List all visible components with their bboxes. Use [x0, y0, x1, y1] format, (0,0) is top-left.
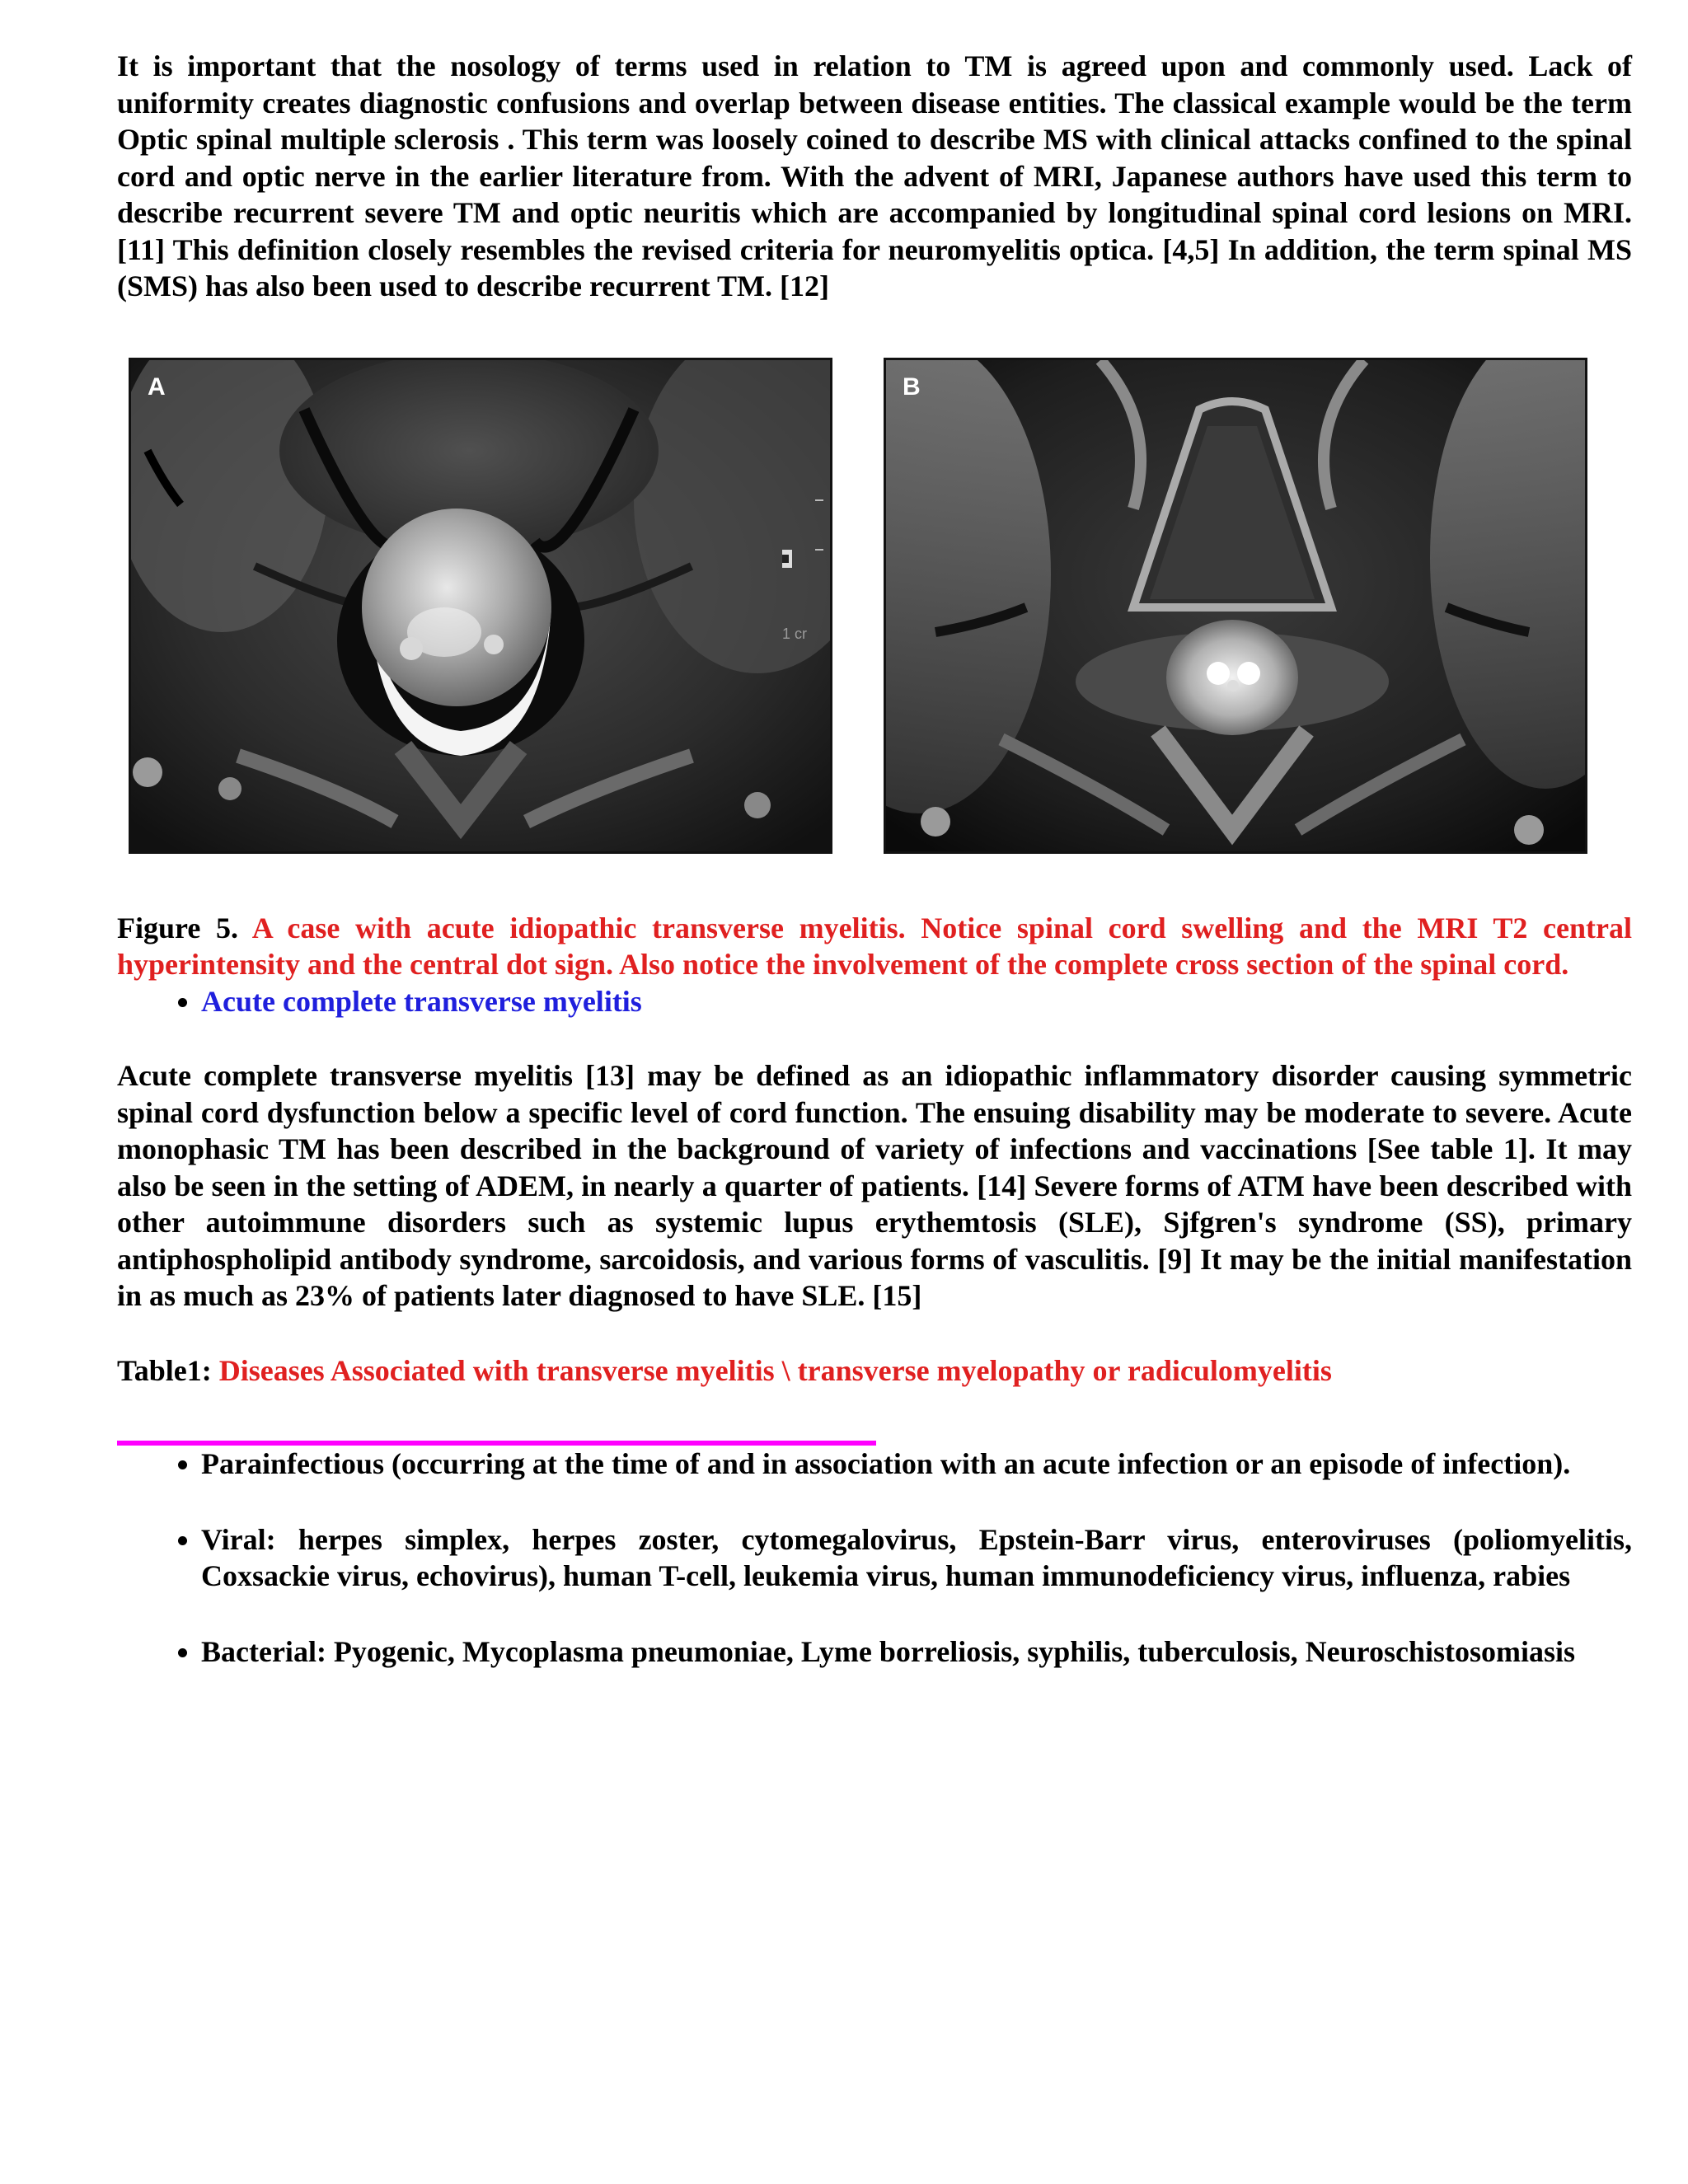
panel-label-a: A	[148, 373, 166, 401]
mri-axial-scan-b	[886, 360, 1585, 851]
section-heading-list	[117, 983, 1632, 1020]
figure-5-images	[117, 358, 1632, 857]
figure-caption-text: A case with acute idiopathic transverse myelitis. Notice spinal cord swelling and the MRI T2 central hyperintensity and the central dot sign. Also notice the involvement of the complete cross section of the spinal cord.	[117, 911, 1632, 981]
list-item: • Viral: herpes simplex, herpes zoster, cytomegalovirus, Epstein-Barr virus, enteroviruses (poliomyelitis, Coxsackie virus, echovirus), human T-cell, leukemia virus, human immunodeficiency virus, influenza, rabies	[201, 1521, 1632, 1595]
table-title-text: Diseases Associated with transverse myelitis \ transverse myelopathy or radiculomyelitis	[218, 1353, 1332, 1387]
list-item: • Bacterial: Pyogenic, Mycoplasma pneumoniae, Lyme borreliosis, syphilis, tuberculosis, Neuroschistosomiasis	[201, 1633, 1632, 1671]
table-title	[117, 1352, 1632, 1390]
mri-image-a	[129, 358, 832, 854]
mri-axial-scan-a	[131, 360, 830, 851]
mri-image-b	[884, 358, 1587, 854]
section-heading-link[interactable]: Acute complete transverse myelitis	[201, 984, 642, 1018]
section-heading-item	[201, 983, 1632, 1020]
document-page	[117, 48, 1632, 1708]
ruler-label: 1 cr	[782, 625, 808, 642]
list-item: • Parainfectious (occurring at the time of and in association with an acute infection or an episode of infection).	[201, 1446, 1632, 1483]
figure-caption-label: Figure 5.	[117, 911, 238, 944]
section-paragraph: Acute complete transverse myelitis [13] may be defined as an idiopathic inflammatory disorder causing symmetric spinal cord dysfunction below a specific level of cord function. The ensuing disability may be moderate to severe. Acute monophasic TM has been described in the background of variety of infections and vaccinations [See table 1]. It may also be seen in the setting of ADEM, in nearly a quarter of patients. [14] Severe forms of ATM have been described with other autoimmune disorders such as systemic lupus erythemtosis (SLE), Sjfgren's syndrome (SS), primary antiphospholipid antibody syndrome, sarcoidosis, and various forms of vasculitis. [9] It may be the initial manifestation in as much as 23% of patients later diagnosed to have SLE. [15]	[117, 1059, 1632, 1312]
table-label: Table1:	[117, 1353, 212, 1387]
panel-label-b: B	[903, 373, 921, 401]
associated-diseases-list	[117, 1446, 1632, 1670]
figure-caption	[117, 910, 1632, 983]
intro-paragraph: It is important that the nosology of terms used in relation to TM is agreed upon and commonly used. Lack of uniformity creates diagnostic confusions and overlap between disease entities. The classical example would be the term Optic spinal multiple sclerosis . This term was loosely coined to describe MS with clinical attacks confined to the spinal cord and optic nerve in the earlier literature from. With the advent of MRI, Japanese authors have used this term to describe recurrent severe TM and optic neuritis which are accompanied by longitudinal spinal cord lesions on MRI. [11] This definition closely resembles the revised criteria for neuromyelitis optica. [4,5] In addition, the term spinal MS (SMS) has also been used to describe recurrent TM. [12]	[117, 49, 1632, 302]
